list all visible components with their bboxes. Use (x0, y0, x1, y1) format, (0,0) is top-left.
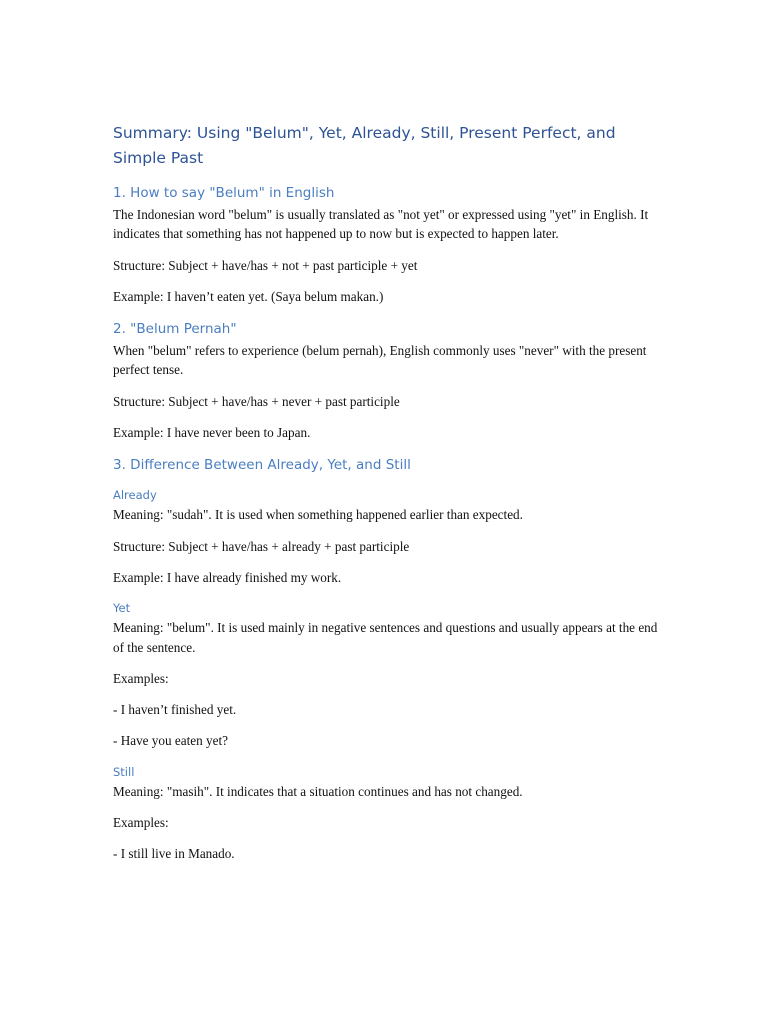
section-2-heading: 2. "Belum Pernah" (113, 321, 237, 338)
already-meaning: Meaning: "sudah". It is used when something happened earlier than expected. (113, 507, 523, 523)
already-structure: Structure: Subject + have/has + already + past participle (113, 538, 410, 554)
still-example-1: - I still live in Manado. (113, 846, 235, 862)
section-2-structure: Structure: Subject + have/has + never + past participle (113, 393, 400, 409)
yet-meaning: Meaning: "belum". It is used mainly in negative sentences and questions and usually appears at the end of the sentence. (113, 620, 658, 655)
yet-examples-label: Examples: (113, 670, 169, 686)
yet-heading: Yet (113, 601, 131, 616)
section-1-paragraph: The Indonesian word "belum" is usually translated as "not yet" or expressed using "yet" in English. It indicates that something has not happened up to now but is expected to happen later. (113, 207, 649, 242)
already-heading: Already (113, 488, 157, 503)
section-3-heading: 3. Difference Between Already, Yet, and Still (113, 457, 411, 474)
section-2-paragraph: When "belum" refers to experience (belum pernah), English commonly uses "never" with the present perfect tense. (113, 343, 647, 378)
already-example: Example: I have already finished my work. (113, 569, 342, 585)
yet-example-1: - I haven’t finished yet. (113, 702, 237, 718)
still-meaning: Meaning: "masih". It indicates that a situation continues and has not changed. (113, 783, 523, 799)
yet-example-2: - Have you eaten yet? (113, 733, 228, 749)
section-2-example: Example: I have never been to Japan. (113, 425, 311, 441)
section-1-example: Example: I haven’t eaten yet. (Saya belum makan.) (113, 288, 384, 304)
document-page (113, 121, 658, 876)
section-1-heading: 1. How to say "Belum" in English (113, 185, 335, 201)
section-1-structure: Structure: Subject + have/has + not + past participle + yet (113, 257, 418, 273)
still-heading: Still (113, 764, 135, 779)
document-title: Summary: Using "Belum", Yet, Already, Still, Present Perfect, and Simple Past (113, 124, 616, 167)
still-examples-label: Examples: (113, 815, 169, 831)
